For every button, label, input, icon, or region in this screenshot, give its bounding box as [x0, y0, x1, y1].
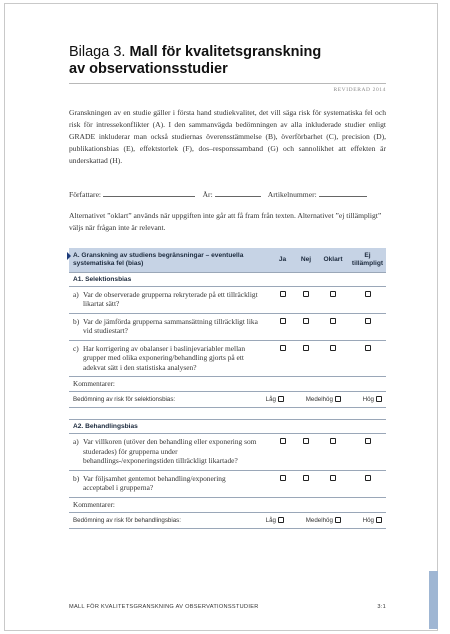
- col-ja: Ja: [270, 248, 295, 272]
- answer-note: Alternativet ”oklart” används när uppgiften inte går att få fram från texten. Alternativet ”ej tillämpligt” väljs när frågan inte är relevant.: [69, 211, 382, 232]
- question-row: [69, 313, 386, 340]
- checkbox-ej-tillampligt[interactable]: [365, 318, 371, 324]
- section-title: A1. Selektionsbias: [69, 272, 386, 286]
- title-line-1: Mall för kvalitetsgranskning: [129, 44, 322, 60]
- title-line-2: av observationsstudier: [69, 61, 228, 77]
- checkbox-oklart[interactable]: [330, 291, 336, 297]
- question-letter: a): [73, 437, 79, 446]
- article-number-field[interactable]: [319, 190, 367, 197]
- checkbox-icon: [376, 517, 382, 523]
- title-prefix: Bilaga 3.: [69, 44, 126, 60]
- comment-row[interactable]: [69, 497, 386, 512]
- checkbox-oklart[interactable]: [330, 318, 336, 324]
- checkbox-ej-tillampligt[interactable]: [365, 291, 371, 297]
- question-letter: b): [73, 473, 80, 483]
- checkbox-nej[interactable]: [303, 318, 309, 324]
- checkbox-icon: [335, 517, 341, 523]
- year-field[interactable]: [215, 190, 261, 197]
- checkbox-icon: [376, 396, 382, 402]
- checkbox-ej-tillampligt[interactable]: [365, 345, 371, 351]
- risk-row: [69, 392, 386, 408]
- risk-option-lag[interactable]: [266, 396, 284, 403]
- question-row: [69, 286, 386, 313]
- checkbox-icon: [278, 396, 284, 402]
- comment-label: Kommentarer:: [69, 497, 386, 512]
- table-header: [69, 248, 386, 272]
- section-heading-a1: [69, 272, 386, 286]
- risk-option-medelhog[interactable]: [306, 517, 341, 524]
- comment-label: Kommentarer:: [69, 377, 386, 392]
- article-label: Artikelnummer:: [267, 190, 317, 199]
- table-header-title: A. Granskning av studiens begränsningar – eventuella systematiska fel (bias): [69, 248, 270, 272]
- checkbox-ja[interactable]: [280, 318, 286, 324]
- page-number: 3:1: [377, 604, 386, 610]
- checkbox-ja[interactable]: [280, 345, 286, 351]
- checkbox-ja[interactable]: [280, 438, 286, 444]
- question-text: Var de observerade grupperna rekryterade på ett tillräckligt likartat sätt?: [83, 289, 258, 308]
- question-text: Var de jämförda grupperna sammansättning tillräckligt lika vid studiestart?: [83, 316, 258, 335]
- question-row: [69, 340, 386, 377]
- question-text: Har korrigering av obalanser i baslinjevariabler mellan grupper med olika exponering/behandling gjorts på ett adekvat sätt i den statistiska analysen?: [83, 343, 246, 372]
- question-text: Var följsamhet gentemot behandling/exponering acceptabel i grupperna?: [83, 473, 226, 492]
- risk-option-label: Låg: [265, 396, 276, 403]
- checkbox-oklart[interactable]: [330, 438, 336, 444]
- checkbox-ja[interactable]: [280, 475, 286, 481]
- intro-paragraph: Granskningen av en studie gäller i första hand studiekvalitet, det vill säga risk för systematiska fel och risk för intressekonflikter (A). I den sammanvägda bedömningen av alla inkluderade studier enligt GRADE inkluderar man också studiernas överensstämmelse (B), överförbarhet (C), precision (D), publikationsbias (E), effektstorlek (F), dos–responssamband (G) och sannolikhet att effekten är underskattad (H).: [69, 108, 386, 165]
- risk-option-label: Hög: [362, 396, 374, 403]
- checkbox-icon: [278, 517, 284, 523]
- risk-option-hog[interactable]: [363, 396, 382, 403]
- question-row: [69, 470, 386, 497]
- col-ej-tillampligt: Ej tillämpligt: [349, 248, 386, 272]
- footer-title: MALL FÖR KVALITETSGRANSKNING AV OBSERVATIONSSTUDIER: [69, 604, 259, 610]
- risk-option-label: Låg: [265, 516, 276, 524]
- question-letter: b): [73, 316, 80, 326]
- side-tab-marker: [429, 571, 438, 629]
- risk-label: Bedömning av risk för behandlingsbias:: [73, 516, 182, 524]
- checkbox-oklart[interactable]: [330, 475, 336, 481]
- title-divider: [69, 83, 386, 84]
- risk-option-label: Hög: [362, 516, 374, 524]
- section-title: A2. Behandlingsbias: [69, 420, 386, 434]
- section-gap: [69, 408, 386, 420]
- risk-label: Bedömning av risk för selektionsbias:: [73, 396, 176, 403]
- question-text: Var villkoren (utöver den behandling eller exponering som studerades) för grupperna under behandlings-/exponeringstiden tillräckligt likartade?: [83, 437, 257, 465]
- page-title: [69, 44, 389, 78]
- revised-label: REVIDERAD 2014: [333, 87, 386, 93]
- col-nej: Nej: [295, 248, 317, 272]
- risk-row: [69, 512, 386, 528]
- checkbox-ej-tillampligt[interactable]: [365, 475, 371, 481]
- risk-option-hog[interactable]: [363, 517, 382, 524]
- checkbox-oklart[interactable]: [330, 345, 336, 351]
- risk-option-label: Medelhög: [305, 516, 333, 524]
- risk-option-medelhog[interactable]: [306, 396, 341, 403]
- checkbox-nej[interactable]: [303, 291, 309, 297]
- comment-row[interactable]: [69, 377, 386, 392]
- question-letter: c): [73, 343, 79, 353]
- col-oklart: Oklart: [317, 248, 349, 272]
- author-label: Författare:: [69, 190, 102, 199]
- year-label: År:: [202, 190, 213, 199]
- risk-option-label: Medelhög: [305, 396, 333, 403]
- page-footer: [69, 604, 386, 610]
- section-heading-a2: [69, 420, 386, 434]
- question-letter: a): [73, 289, 79, 299]
- question-row: [69, 434, 386, 471]
- checkbox-ja[interactable]: [280, 291, 286, 297]
- checkbox-nej[interactable]: [303, 438, 309, 444]
- checkbox-icon: [335, 396, 341, 402]
- meta-fields: [69, 190, 386, 199]
- bias-assessment-table: [69, 248, 386, 529]
- checkbox-ej-tillampligt[interactable]: [365, 438, 371, 444]
- checkbox-nej[interactable]: [303, 345, 309, 351]
- checkbox-nej[interactable]: [303, 475, 309, 481]
- risk-option-lag[interactable]: [266, 517, 284, 524]
- author-field[interactable]: [103, 190, 195, 197]
